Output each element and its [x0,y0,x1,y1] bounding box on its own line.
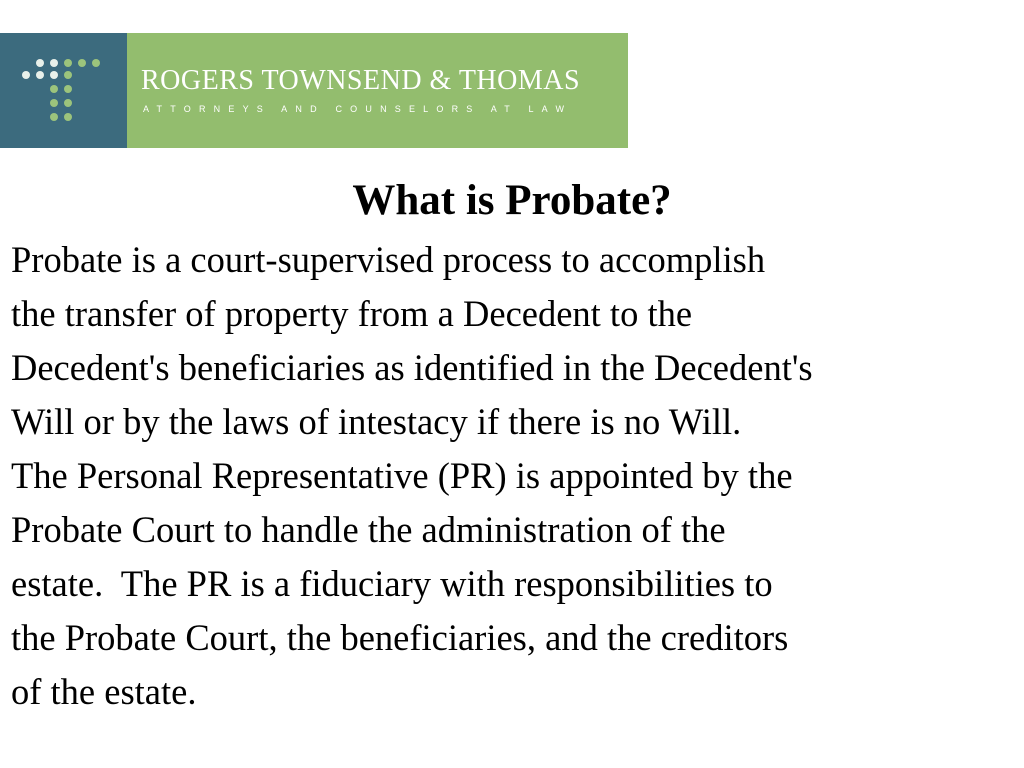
logo-dot [50,113,58,121]
body-line: the Probate Court, the beneficiaries, and the creditors [11,617,789,658]
logo-dot [64,99,72,107]
firm-name: ROGERS TOWNSEND & THOMAS [141,65,581,96]
logo-dot [92,59,100,67]
body-line: Probate Court to handle the administration of the [11,509,726,550]
body-line: Probate is a court-supervised process to accomplish [11,239,766,280]
logo-dot [64,59,72,67]
logo-dot [64,113,72,121]
logo-dot [64,71,72,79]
firm-logo [0,33,628,148]
logo-dot [78,59,86,67]
logo-dot [64,85,72,93]
logo-dot [22,71,30,79]
logo-text-panel [127,33,628,148]
slide-body [11,233,1021,719]
body-line: The Personal Representative (PR) is appointed by the [11,455,793,496]
logo-dot [50,85,58,93]
body-line: the transfer of property from a Decedent to the [11,293,693,334]
logo-dot [50,59,58,67]
body-line: Will or by the laws of intestacy if there is no Will. [11,401,742,442]
logo-dot [36,71,44,79]
firm-tagline: ATTORNEYS AND COUNSELORS AT LAW [143,104,573,114]
body-line: of the estate. [11,671,197,712]
body-line: Decedent's beneficiaries as identified in the Decedent's [11,347,813,388]
logo-mark-icon [0,33,127,148]
logo-dot [50,71,58,79]
logo-dot [36,59,44,67]
slide-title: What is Probate? [352,177,672,224]
body-line: estate. The PR is a fiduciary with responsibilities to [11,563,773,604]
logo-dot [50,99,58,107]
